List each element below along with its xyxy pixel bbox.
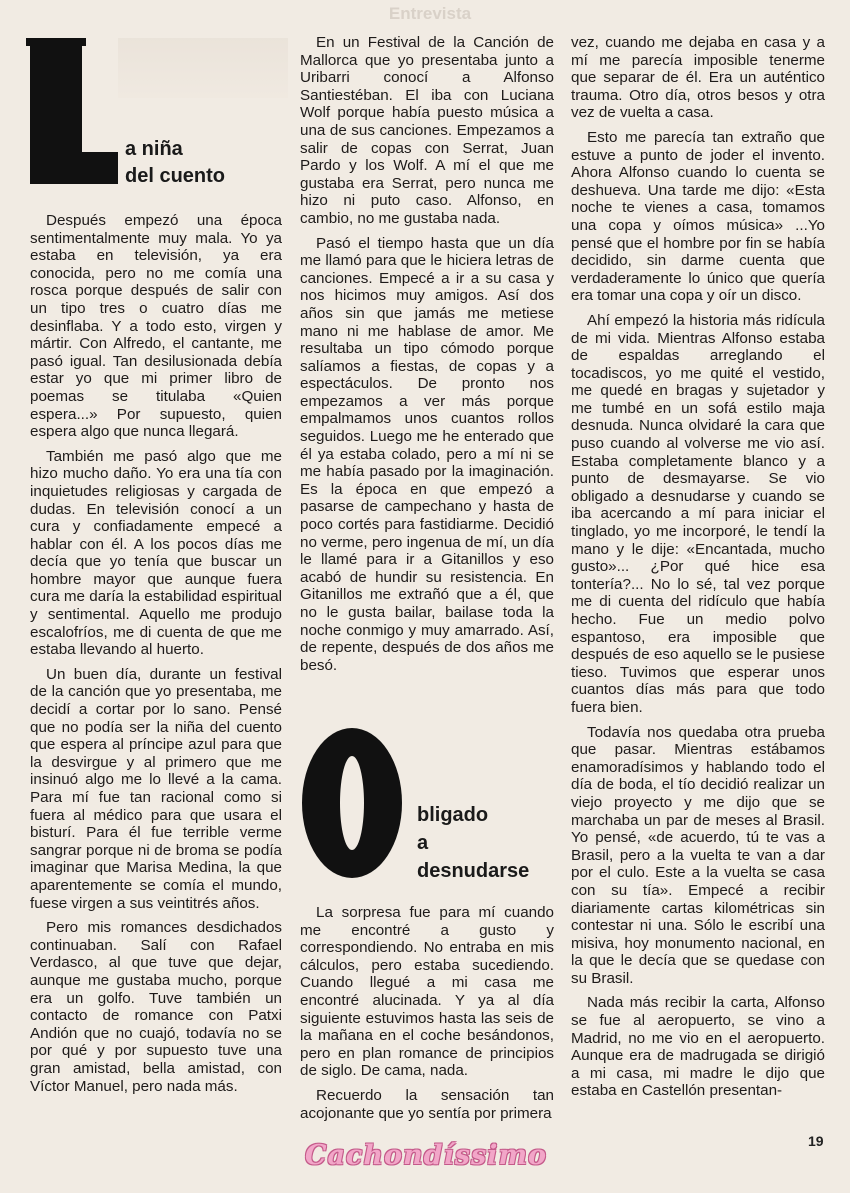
section-title-line1: bligado	[417, 804, 489, 826]
section-title-line2: a	[417, 832, 429, 854]
column-1	[30, 212, 282, 1102]
section-title-line3: desnudarse	[417, 860, 530, 882]
drop-letter-l	[30, 38, 118, 184]
section-title-obligado	[417, 801, 529, 885]
column-2-bottom	[300, 904, 554, 1129]
paragraph: Ahí empezó la historia más ridícula de mi vida. Mientras Alfonso estaba de espaldas arreglando el tocadiscos, yo me quité el vestido, me quedé en bragas y sujetador y me tumbé en un sofá estilo maja desnuda. Nunca olvidaré la cara que puso cuando al volverse me vio así. Estaba completamente blanco y a punto de desmayarse. Se vio obligado a desnudarse y cuando se iba acercando a mí para iniciar el tinglado, yo me incorporé, le tendí la mano y le dije: «Encantada, mucho gusto»... ¿Por qué hice esa tontería?... No lo sé, tal vez porque me di cuenta del ridículo que había hecho. Fue un medio polvo espantoso, era imposible que después de eso aquello se le pusiese tieso. Tuvimos que esperar unos cuantos días más para que todo fuera bien.	[571, 311, 825, 716]
section-title-la-nina	[125, 136, 225, 190]
paragraph: Nada más recibir la carta, Alfonso se fue al aeropuerto, se vino a Madrid, no me vio en el aeropuerto. Aunque era de madrugada se dirigió a mi casa, mi madre le dijo que estaba en Castellón presentan-	[571, 994, 825, 1100]
section-title-line1: a niña	[125, 138, 183, 160]
paragraph: Un buen día, durante un festival de la canción que yo presentaba, me decidí a cortar por lo sano. Pensé que no podía ser la niña del cuento que espera al príncipe azul para que la desvirgue y al primero que me insinuó algo me lo llevé a la cama. Para mí fue tan racional como si fuera al médico para que usara el bisturí. Para él fue terrible verme sangrar porque ni de broma se podía imaginar que Marisa Medina, la que aparentemente se comía el mundo, fuese virgen a sus veintitrés años.	[30, 665, 282, 912]
page-number: 19	[808, 1133, 824, 1149]
paragraph: Todavía nos quedaba otra prueba que pasar. Mientras estábamos enamoradísimos y hablando todo el día de boda, el tío decidió realizar un viejo proyecto y me dijo que se marchaba un par de meses al Brasil. Yo pensé, «de acuerdo, tú te vas a Brasil, pero a la vuelta te van a dar por el culo. Este a la vuelta se casa con su tía». Empecé a recibir diariamente cartas kilométricas sin contestar ni una. Sólo le escribí una misiva, hoy monumento nacional, en la que le decía que se quedase con su Brasil.	[571, 723, 825, 987]
section-title-line2: del cuento	[125, 165, 226, 187]
magazine-brand-logo: Cachondíssimo	[304, 1140, 548, 1171]
paragraph: Pero mis romances desdichados continuaban. Salí con Rafael Verdasco, al que tuve que dejar, aunque me gustaba mucho, porque era un golfo. Tuve también un contacto de romance con Patxi Andión que no cuajó, todavía no se por qué y por supuesto tuve una gran amistad, bella amistad, con Víctor Manuel, pero nada más.	[30, 919, 282, 1095]
paragraph: Pasó el tiempo hasta que un día me llamó para que le hiciera letras de canciones. Empecé a ir a su casa y nos hicimos muy amigos. Así dos años sin que jamás me metiese mano ni me hablase de amor. Me resultaba un tipo cómodo porque salíamos a fiestas, de copas y a espectáculos. De pronto nos empezamos a ver más porque empalmamos unos cuantos rollos seguidos. Luego me he enterado que él ya estaba colado, pero a mí ni se me había pasado por la imaginación. Es la época en que empezó a pasarse de campechano y hasta de poco cortés para fastidiarme. Decidió no verme, pero ingenua de mí, un día le llamé para ir a Gitanillos y eso acabó de hundir su resistencia. En Gitanillos me extrañó que a él, que no le gusta bailar, bailase toda la noche conmigo y muy amarrado. Así, de repente, después de dos años me besó.	[300, 234, 554, 674]
column-2-top	[300, 34, 554, 681]
paragraph: Recuerdo la sensación tan acojonante que yo sentía por primera	[300, 1086, 554, 1122]
paragraph: La sorpresa fue para mí cuando me encontré a gusto y correspondiendo. No entraba en mis cálculos, pero estaba sucediendo. Cuando llegué a mi casa me encontré alucinada. Y ya al día siguiente estuvimos hasta las seis de la mañana en el coche besándonos, pero en plan romance de principios de siglo. De cama, nada.	[300, 904, 554, 1080]
faded-print-through	[118, 38, 288, 98]
paragraph: Después empezó una época sentimentalmente muy mala. Yo ya estaba en televisión, ya era conocida, pero no me comía una rosca porque después de salir con un tipo tres o cuatro días me desinflaba. Y a todo esto, virgen y mártir. Con Alfredo, el cantante, me pasó igual. Tan desilusionada debía estar yo que mi primer libro de poemas se titulaba «Quien espera...» Por supuesto, quien espera algo que nunca llegará.	[30, 212, 282, 441]
column-3	[571, 34, 825, 1107]
paragraph: En un Festival de la Canción de Mallorca que yo presentaba junto a Uribarri conocí a Alfonso Santiestéban. El iba con Luciana Wolf porque había puesto música a una de sus canciones. Empezamos a salir de copas con Serrat, Juan Pardo y los Wolf. A mí el que me gustaba era Serrat, pero nunca me hizo ni puto caso. Alfonso, en cambio, no me gustaba nada.	[300, 34, 554, 227]
paragraph: También me pasó algo que me hizo mucho daño. Yo era una tía con inquietudes religiosas y cargada de dudas. En televisión conocí a un cura y confiadamente empecé a hablar con él. A los pocos días me decía que yo tenía que buscar un hombre mayor que aunque fuera cura me daría la estabilidad espiritual y sentimental. Aquello me produjo escalofríos, me di cuenta de que me estaba llevando al huerto.	[30, 447, 282, 659]
faded-header-title: Entrevista	[388, 4, 472, 23]
paragraph: Esto me parecía tan extraño que estuve a punto de joder el invento. Ahora Alfonso cuando lo cuenta se deshueva. Una tarde me dijo: «Esta noche te vienes a casa, tomamos una copa y oímos música» ...Yo pensé que el hombre por fin se había decidido, sin darme cuenta que verdaderamente lo único que quería era tomar una copa y oír un disco.	[571, 128, 825, 305]
paragraph: vez, cuando me dejaba en casa y a mí me parecía imposible tenerme que separar de él. Era un auténtico trauma. Otro día, otros besos y otra vez de vuelta a casa.	[571, 34, 825, 122]
drop-letter-o	[302, 728, 402, 878]
